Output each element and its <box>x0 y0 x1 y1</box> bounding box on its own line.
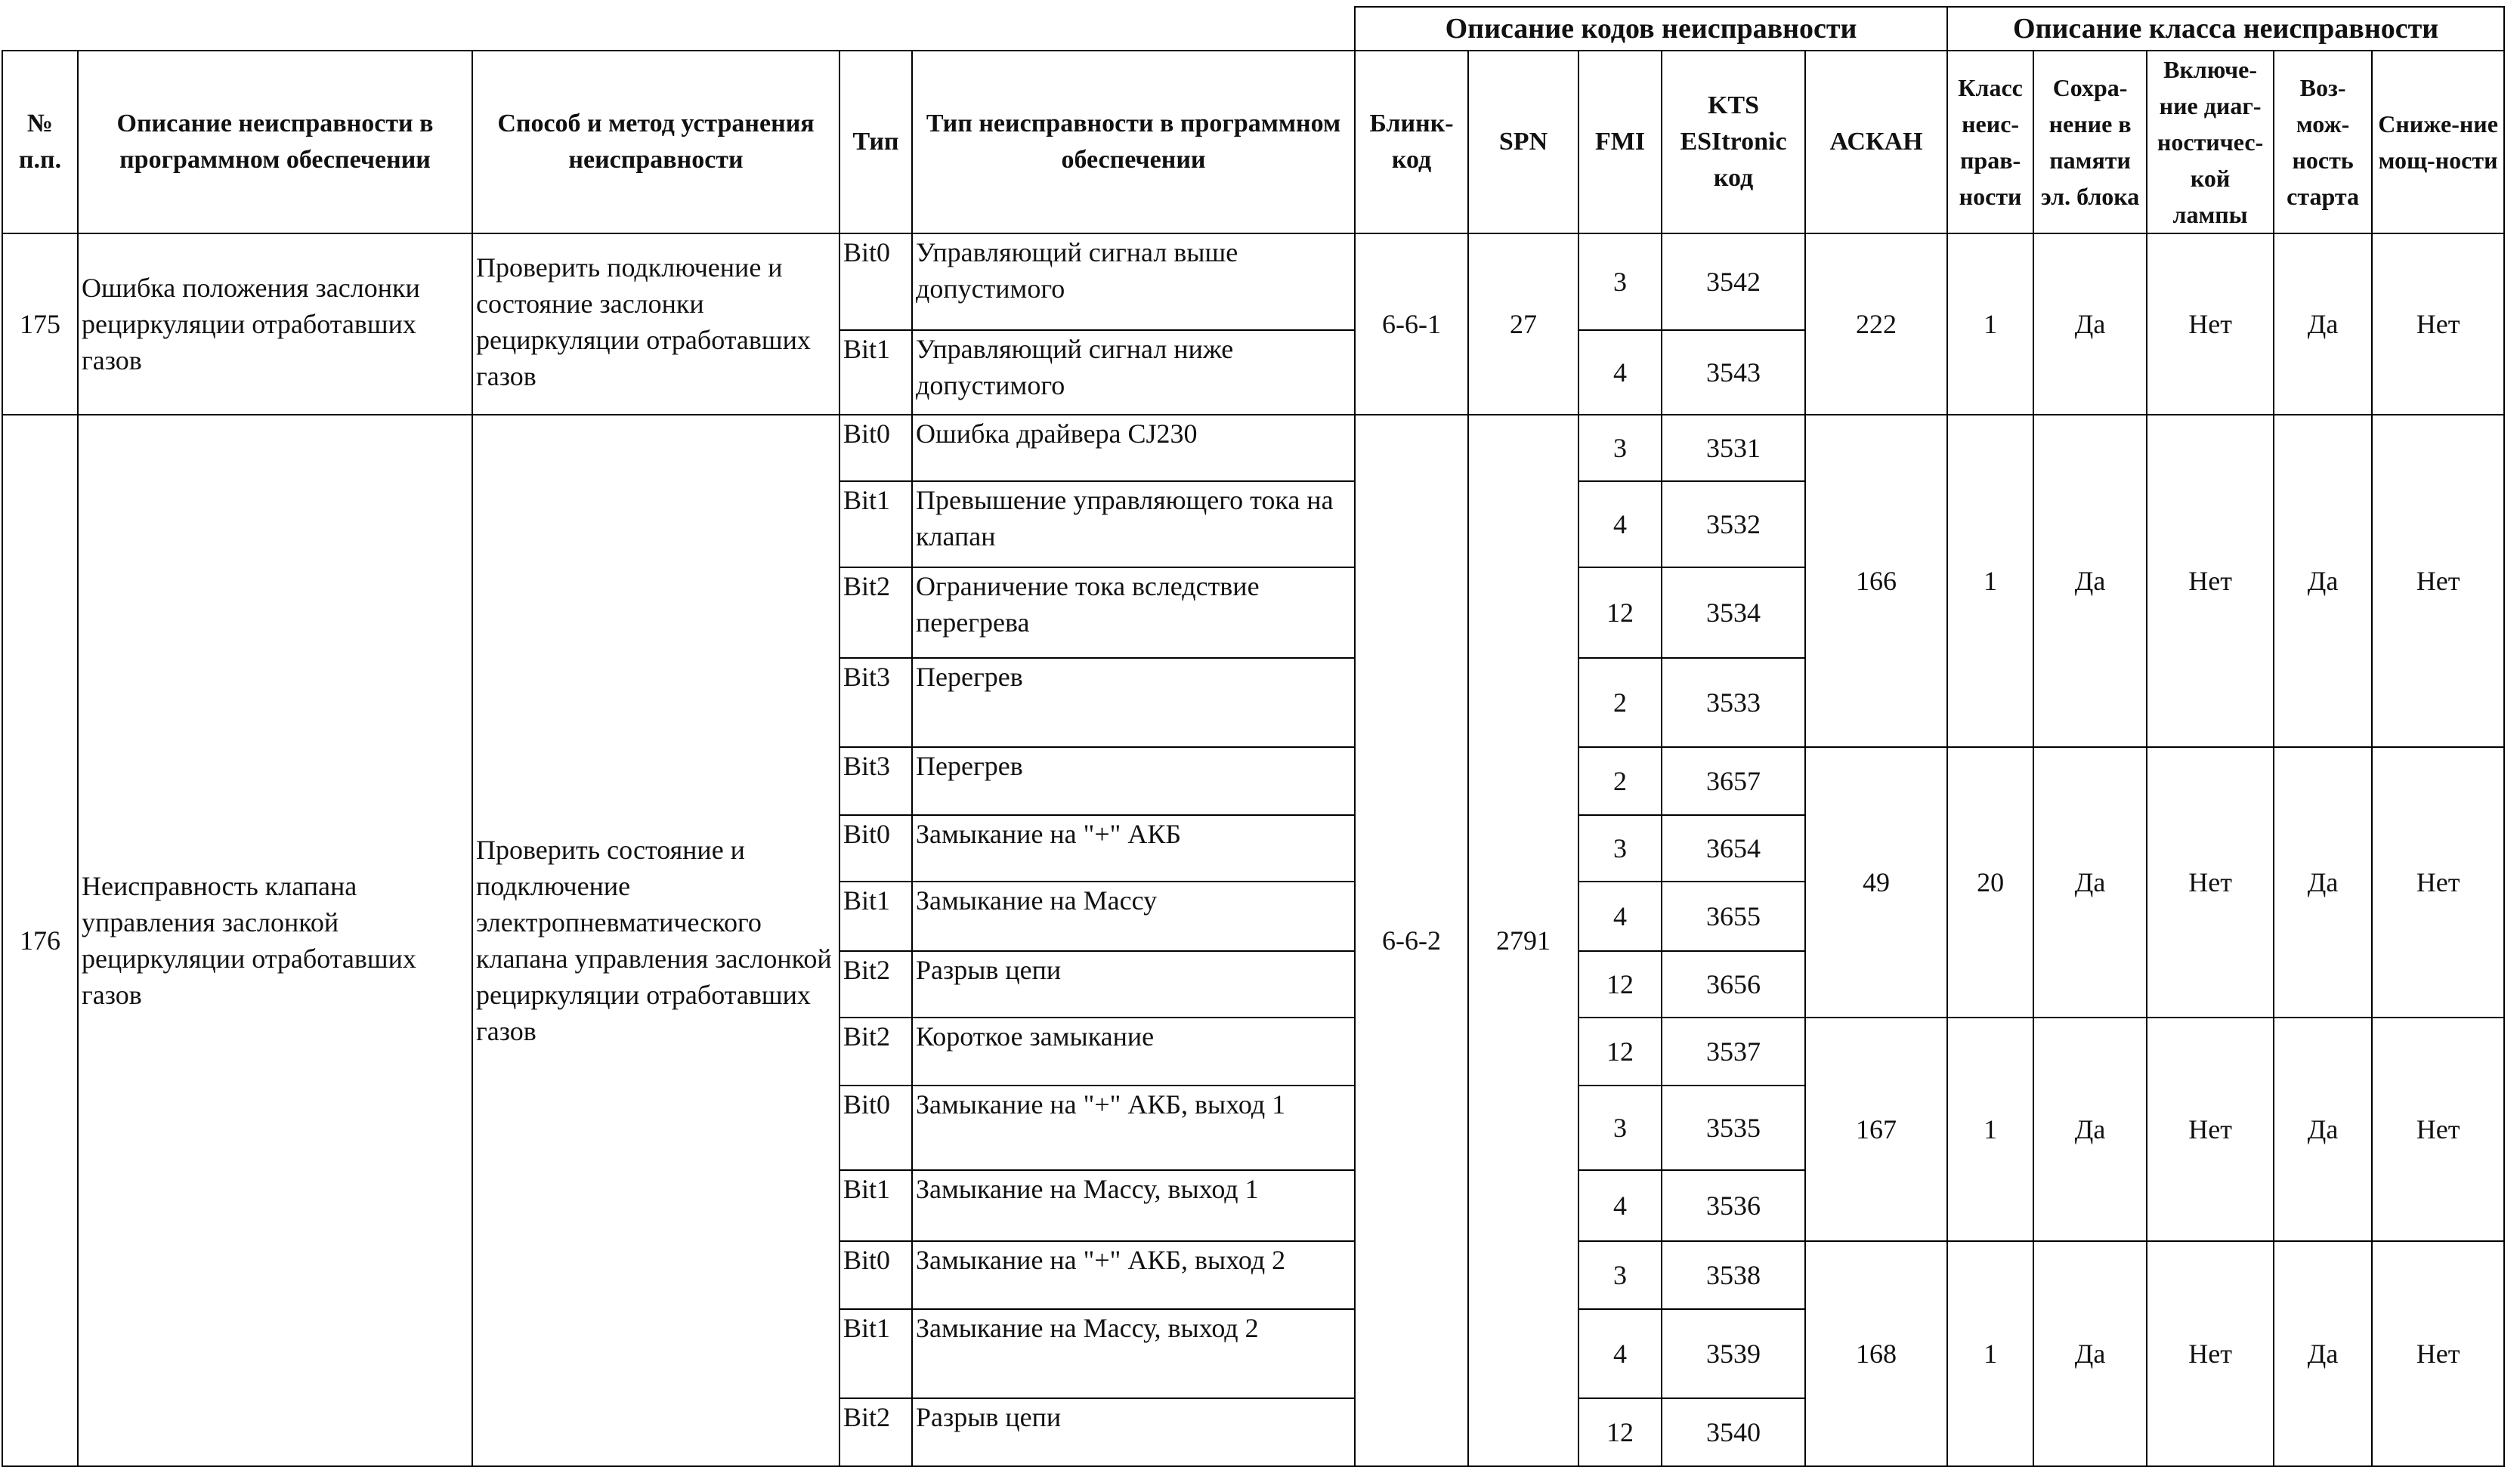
fmi-cell: 3 <box>1578 415 1662 481</box>
header-blank <box>2 7 1355 51</box>
fault-type-cell: Замыкание на "+" АКБ <box>912 815 1355 882</box>
bit-cell: Bit0 <box>839 415 912 481</box>
save-cell: Да <box>2033 233 2147 415</box>
entry-num: 175 <box>2 233 78 415</box>
header-fmi: FMI <box>1578 51 1662 233</box>
bit-cell: Bit0 <box>839 815 912 882</box>
kts-cell: 3542 <box>1662 233 1805 330</box>
fmi-cell: 3 <box>1578 1241 1662 1309</box>
bit-cell: Bit1 <box>839 1170 912 1241</box>
power-cell: Нет <box>2372 415 2504 747</box>
entry-desc: Неисправность клапана управления заслонкой рециркуляции отработавших газов <box>78 415 472 1466</box>
fault-type-cell: Ограничение тока вследствие перегрева <box>912 567 1355 658</box>
header-group-row <box>2 7 2504 51</box>
fault-class-cell: 1 <box>1947 1018 2033 1241</box>
kts-cell: 3533 <box>1662 658 1805 747</box>
power-cell: Нет <box>2372 747 2504 1018</box>
fmi-cell: 12 <box>1578 951 1662 1018</box>
kts-cell: 3537 <box>1662 1018 1805 1086</box>
kts-cell: 3534 <box>1662 567 1805 658</box>
kts-cell: 3654 <box>1662 815 1805 882</box>
bit-cell: Bit1 <box>839 330 912 415</box>
lamp-cell: Нет <box>2147 747 2274 1018</box>
fault-type-cell: Замыкание на "+" АКБ, выход 1 <box>912 1086 1355 1170</box>
header-num: № п.п. <box>2 51 78 233</box>
fault-type-cell: Замыкание на Массу <box>912 882 1355 951</box>
header-askan: АСКАН <box>1805 51 1947 233</box>
blink-code: 6-6-2 <box>1355 415 1468 1466</box>
header-power: Сниже-ние мощ-ности <box>2372 51 2504 233</box>
header-blink: Блинк-код <box>1355 51 1468 233</box>
entry-num: 176 <box>2 415 78 1466</box>
bit-cell: Bit1 <box>839 882 912 951</box>
start-cell: Да <box>2274 1018 2372 1241</box>
save-cell: Да <box>2033 1241 2147 1466</box>
header-type: Тип <box>839 51 912 233</box>
lamp-cell: Нет <box>2147 1018 2274 1241</box>
bit-cell: Bit3 <box>839 747 912 815</box>
fault-class-cell: 1 <box>1947 1241 2033 1466</box>
entry-desc: Ошибка положения заслонки рециркуляции отработавших газов <box>78 233 472 415</box>
fmi-cell: 4 <box>1578 481 1662 567</box>
lamp-cell: Нет <box>2147 1241 2274 1466</box>
header-save: Сохра-нение в памяти эл. блока <box>2033 51 2147 233</box>
kts-cell: 3540 <box>1662 1398 1805 1466</box>
table-row <box>2 233 2504 330</box>
fault-type-cell: Разрыв цепи <box>912 951 1355 1018</box>
kts-cell: 3535 <box>1662 1086 1805 1170</box>
save-cell: Да <box>2033 1018 2147 1241</box>
lamp-cell: Нет <box>2147 233 2274 415</box>
start-cell: Да <box>2274 233 2372 415</box>
bit-cell: Bit0 <box>839 233 912 330</box>
fault-type-cell: Ошибка драйвера CJ230 <box>912 415 1355 481</box>
power-cell: Нет <box>2372 233 2504 415</box>
askan-cell: 168 <box>1805 1241 1947 1466</box>
bit-cell: Bit2 <box>839 951 912 1018</box>
bit-cell: Bit3 <box>839 658 912 747</box>
bit-cell: Bit1 <box>839 1309 912 1398</box>
spn-value: 27 <box>1468 233 1578 415</box>
fmi-cell: 2 <box>1578 658 1662 747</box>
save-cell: Да <box>2033 747 2147 1018</box>
kts-cell: 3655 <box>1662 882 1805 951</box>
kts-cell: 3531 <box>1662 415 1805 481</box>
fmi-cell: 4 <box>1578 882 1662 951</box>
askan-cell: 49 <box>1805 747 1947 1018</box>
start-cell: Да <box>2274 415 2372 747</box>
fault-type-cell: Замыкание на Массу, выход 2 <box>912 1309 1355 1398</box>
kts-cell: 3536 <box>1662 1170 1805 1241</box>
askan-cell: 166 <box>1805 415 1947 747</box>
fault-type-cell: Замыкание на Массу, выход 1 <box>912 1170 1355 1241</box>
fmi-cell: 4 <box>1578 1309 1662 1398</box>
fault-type-cell: Перегрев <box>912 658 1355 747</box>
kts-cell: 3543 <box>1662 330 1805 415</box>
askan-cell: 167 <box>1805 1018 1947 1241</box>
fmi-cell: 3 <box>1578 233 1662 330</box>
fault-type-cell: Превышение управляющего тока на клапан <box>912 481 1355 567</box>
fault-type-cell: Управляющий сигнал выше допустимого <box>912 233 1355 330</box>
fault-type-cell: Перегрев <box>912 747 1355 815</box>
blink-code: 6-6-1 <box>1355 233 1468 415</box>
header-spn: SPN <box>1468 51 1578 233</box>
fmi-cell: 3 <box>1578 815 1662 882</box>
table-row <box>2 415 2504 481</box>
fmi-cell: 12 <box>1578 1398 1662 1466</box>
bit-cell: Bit2 <box>839 1398 912 1466</box>
header-desc: Описание неисправности в программном обеспечении <box>78 51 472 233</box>
fault-class-cell: 1 <box>1947 415 2033 747</box>
fmi-cell: 4 <box>1578 330 1662 415</box>
kts-cell: 3532 <box>1662 481 1805 567</box>
askan-cell: 222 <box>1805 233 1947 415</box>
bit-cell: Bit0 <box>839 1241 912 1309</box>
power-cell: Нет <box>2372 1241 2504 1466</box>
fault-class-cell: 1 <box>1947 233 2033 415</box>
header-row <box>2 51 2504 233</box>
fmi-cell: 12 <box>1578 567 1662 658</box>
header-start: Воз-мож-ность старта <box>2274 51 2372 233</box>
kts-cell: 3539 <box>1662 1309 1805 1398</box>
header-kts: KTS ESItronic код <box>1662 51 1805 233</box>
kts-cell: 3538 <box>1662 1241 1805 1309</box>
fault-codes-table <box>2 6 2505 1467</box>
fault-type-cell: Разрыв цепи <box>912 1398 1355 1466</box>
save-cell: Да <box>2033 415 2147 747</box>
spn-value: 2791 <box>1468 415 1578 1466</box>
entry-method: Проверить состояние и подключение электропневматического клапана управления заслонкой рециркуляции отработавших газов <box>472 415 839 1466</box>
start-cell: Да <box>2274 747 2372 1018</box>
fmi-cell: 2 <box>1578 747 1662 815</box>
header-fault-type: Тип неисправности в программном обеспечении <box>912 51 1355 233</box>
bit-cell: Bit2 <box>839 567 912 658</box>
header-group-codes: Описание кодов неисправности <box>1355 7 1947 51</box>
fault-type-cell: Замыкание на "+" АКБ, выход 2 <box>912 1241 1355 1309</box>
fmi-cell: 12 <box>1578 1018 1662 1086</box>
lamp-cell: Нет <box>2147 415 2274 747</box>
start-cell: Да <box>2274 1241 2372 1466</box>
kts-cell: 3656 <box>1662 951 1805 1018</box>
fault-class-cell: 20 <box>1947 747 2033 1018</box>
power-cell: Нет <box>2372 1018 2504 1241</box>
fault-type-cell: Управляющий сигнал ниже допустимого <box>912 330 1355 415</box>
fmi-cell: 4 <box>1578 1170 1662 1241</box>
kts-cell: 3657 <box>1662 747 1805 815</box>
header-group-class: Описание класса неисправности <box>1947 7 2504 51</box>
fmi-cell: 3 <box>1578 1086 1662 1170</box>
fault-type-cell: Короткое замыкание <box>912 1018 1355 1086</box>
bit-cell: Bit1 <box>839 481 912 567</box>
bit-cell: Bit0 <box>839 1086 912 1170</box>
header-method: Способ и метод устранения неисправности <box>472 51 839 233</box>
header-lamp: Включе-ние диаг-ностичес-кой лампы <box>2147 51 2274 233</box>
bit-cell: Bit2 <box>839 1018 912 1086</box>
header-fault-class: Класс неис-прав-ности <box>1947 51 2033 233</box>
entry-method: Проверить подключение и состояние заслонки рециркуляции отработавших газов <box>472 233 839 415</box>
